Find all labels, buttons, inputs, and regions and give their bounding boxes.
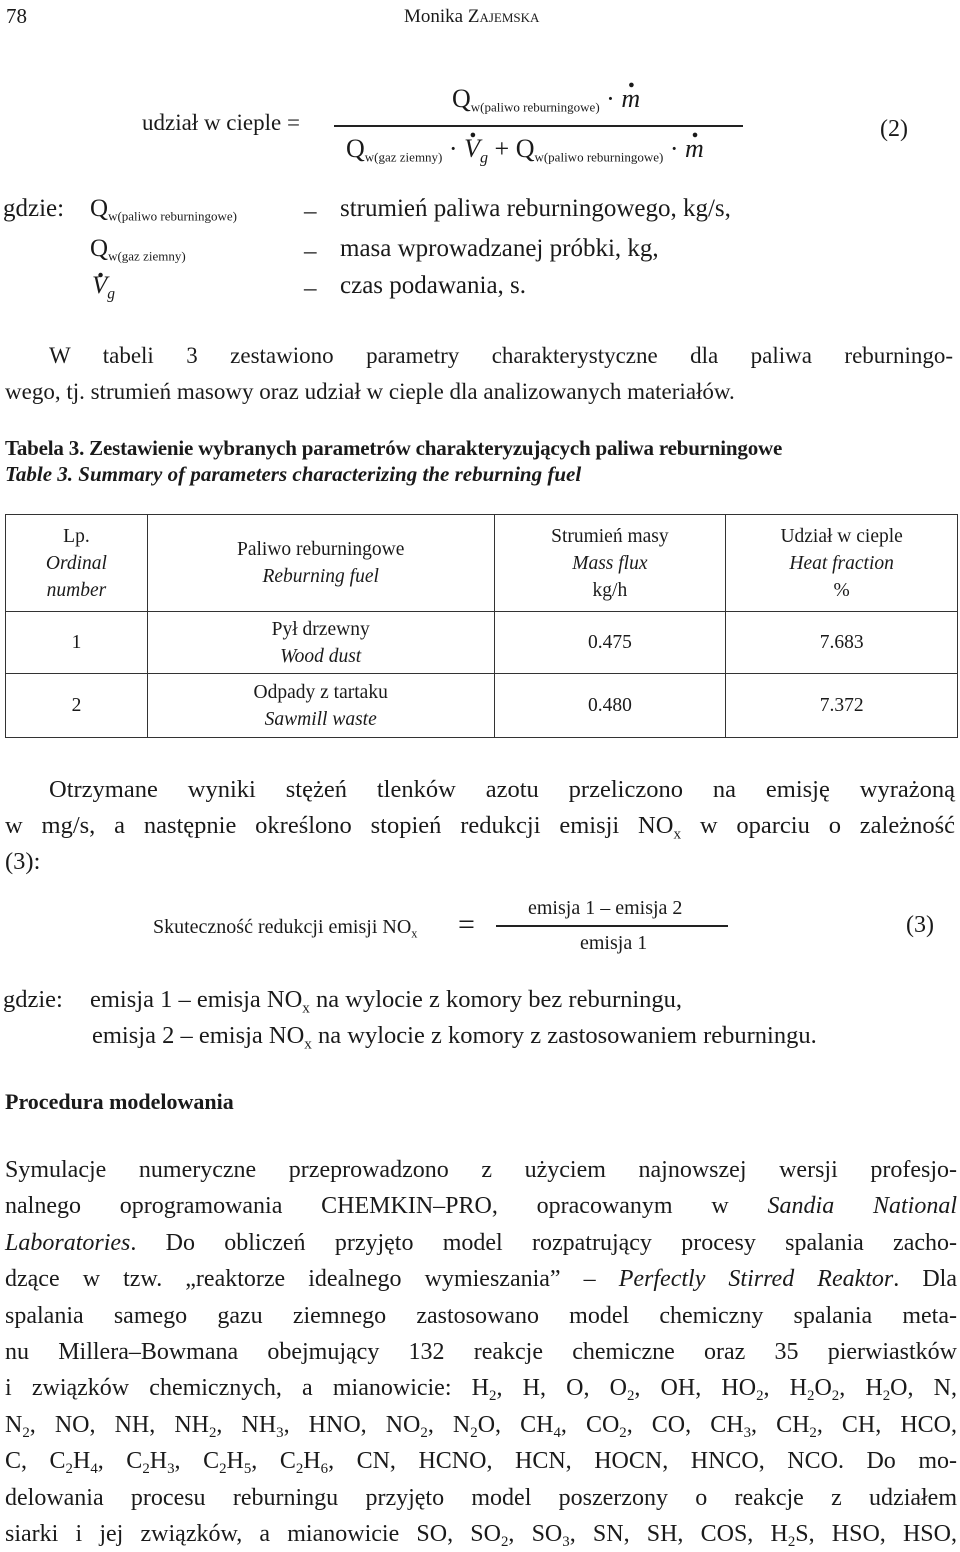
where1-gdzie: gdzie: bbox=[3, 195, 65, 222]
cell-lp: 1 bbox=[6, 612, 148, 674]
author-first-name: Monika bbox=[404, 6, 468, 27]
paragraph-3: Symulacje numeryczne przeprowadzono z użyciem najnowszej wersji profesjo- nalnego oprogramowania CHEMKIN–PRO, opracowanym w Sandia National Laboratories. Do obliczeń przyjęto model rozpatrujący procesy spalania zacho- dzące w tzw. „reaktorze idealnego wymieszania” – Perfectly Stirred Reaktor. Dla spalania samego gazu ziemnego zastosowano model chemiczny spalania meta- nu Millera–Bowmana obejmujący 132 reakcje chemiczne oraz 35 pierwiastków i związków chemicznych, a mianowicie: $H_2$, H, O, $O_2$, OH, $HO_2$, $H_2O_2$, $H_2O$, N, $N_2$, NO, NH, $NH_2$, $NH_3$, HNO, $NO_2$, $N_2O$, $CH_4$, $CO_2$, CO, $CH_3$, $CH_2$, CH, HCO, C, $C_2H_4$, $C_2H_3$, $C_2H_5$, $C_2H_6$, CN, HCNO, HCN, HOCN, HNCO, NCO. Do mo- delowania procesu reburningu przyjęto model poszerzony o reakcje z udziałem siarki i jej związków, a mianowicie SO, $SO_2$, $SO_3$, SN, SH, COS, $H_2S$, HSO, HSO, bbox=[5, 1157, 958, 1551]
eq3-lhs: Skuteczność redukcji emisji $NO_x$ bbox=[153, 916, 418, 941]
cell-flux: 0.475 bbox=[494, 612, 726, 674]
eq3-numerator: emisja 1 – emisja 2 bbox=[528, 897, 683, 919]
th-ordinal: Lp. Ordinal number bbox=[6, 515, 148, 612]
table-3 bbox=[5, 514, 958, 738]
eq3-fraction-bar bbox=[496, 925, 728, 927]
cell-fuel: Odpady z tartaku Sawmill waste bbox=[147, 674, 494, 738]
author-last-name: Zajemska bbox=[467, 6, 540, 27]
eq2-number: (2) bbox=[880, 116, 908, 142]
section-heading: Procedura modelowania bbox=[5, 1089, 234, 1114]
eq2-lhs: udział w cieple = bbox=[142, 110, 300, 135]
table-row bbox=[6, 674, 958, 738]
table-header-row bbox=[6, 515, 958, 612]
th-fuel: Paliwo reburningowe Reburning fuel bbox=[147, 515, 494, 612]
th-heat-fraction: Udział w cieple Heat fraction % bbox=[726, 515, 958, 612]
eq3-equals: = bbox=[458, 908, 475, 941]
where2-line-2: emisja 2 – emisja $NO_x$ na wylocie z komory z zastosowaniem reburningu. bbox=[92, 1022, 817, 1053]
page-number: 78 bbox=[6, 4, 27, 28]
cell-fuel: Pył drzewny Wood dust bbox=[147, 612, 494, 674]
where1-desc-3: czas podawania, s. bbox=[340, 272, 527, 299]
where2-line-1: emisja 1 – emisja $NO_x$ na wylocie z komory bez reburningu, bbox=[90, 986, 683, 1017]
where1-sym-1: $Q_{w(paliwo reburningowe)}$ bbox=[90, 195, 237, 224]
where1-desc-1: strumień paliwa reburningowego, kg/s, bbox=[340, 195, 731, 222]
eq3-number: (3) bbox=[906, 912, 934, 938]
where1-sym-3: . $V_g$ bbox=[92, 272, 115, 300]
eq3-denominator: emisja 1 bbox=[580, 932, 648, 954]
table-caption-pl: Tabela 3. Zestawienie wybranych parametrów charakteryzujących paliwa reburningowe bbox=[5, 436, 783, 460]
cell-heat: 7.683 bbox=[726, 612, 958, 674]
paragraph-2: Otrzymane wyniki stężeń tlenków azotu przeliczono na emisję wyrażoną w mg/s, a następnie określono stopień redukcji emisji $NO_x$ w oparciu o zależność (3): bbox=[5, 776, 955, 875]
table-caption-en: Table 3. Summary of parameters characterizing the reburning fuel bbox=[5, 462, 582, 486]
running-head bbox=[404, 6, 539, 28]
cell-heat: 7.372 bbox=[726, 674, 958, 738]
eq2-fraction-bar bbox=[334, 125, 743, 127]
cell-lp: 2 bbox=[6, 674, 148, 738]
paragraph-1: W tabeli 3 zestawiono parametry charakterystyczne dla paliwa reburningo- wego, tj. strumień masowy oraz udział w cieple dla analizowanych materiałów. bbox=[5, 343, 953, 405]
where2-gdzie: gdzie: bbox=[3, 986, 63, 1013]
where1-sym-2: $Q_{w(gaz ziemny)}$ bbox=[90, 235, 186, 264]
eq2-denominator: $Q_{w(gaz ziemny)}$ · . $V_g + Q_{w(paliwo reburningowe)}$ · . m bbox=[346, 134, 704, 164]
th-mass-flux: Strumień masy Mass flux kg/h bbox=[494, 515, 726, 612]
table-row bbox=[6, 612, 958, 674]
eq2-numerator: $Q_{w(paliwo reburningowe)}$ · . m bbox=[452, 84, 640, 114]
where1-desc-2: masa wprowadzanej próbki, kg, bbox=[340, 235, 659, 262]
cell-flux: 0.480 bbox=[494, 674, 726, 738]
